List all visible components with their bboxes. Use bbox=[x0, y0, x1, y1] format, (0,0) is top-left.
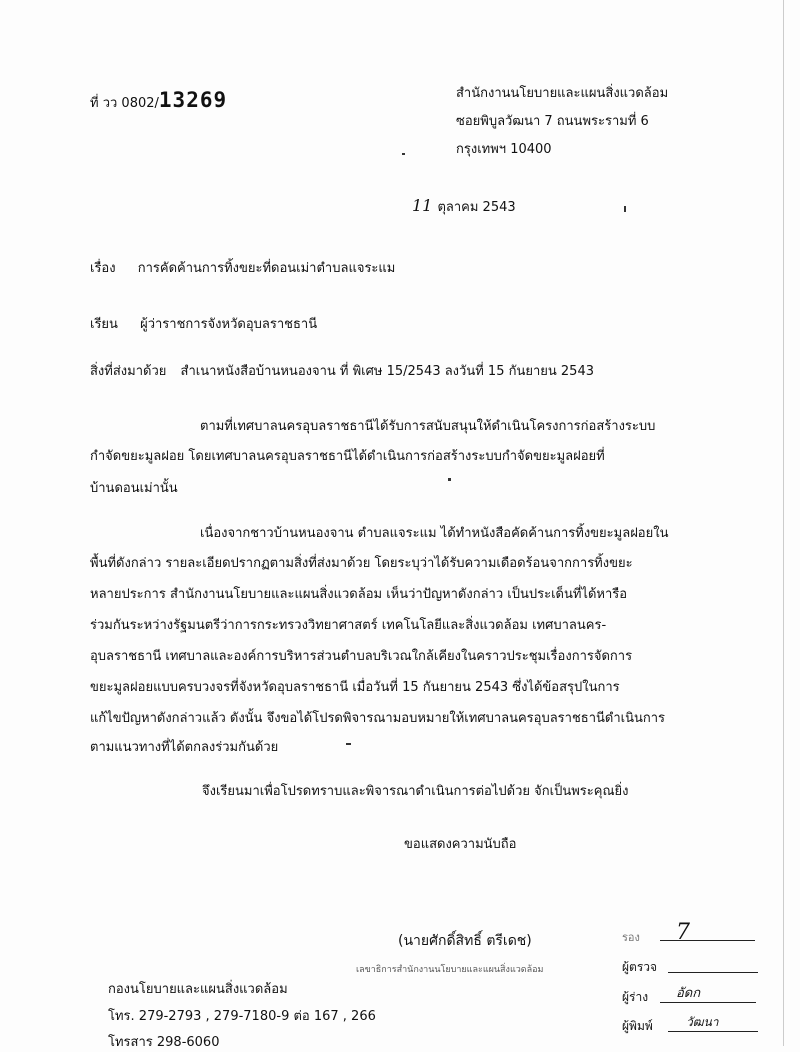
date-day: 11 bbox=[412, 196, 433, 215]
signer-name: (นายศักดิ์สิทธิ์ ตรีเดช) bbox=[398, 933, 532, 949]
reference-serial: 13269 bbox=[158, 88, 228, 112]
office-phone: โทร. 279-2793 , 279-7180-9 ต่อ 167 , 266 bbox=[108, 1009, 376, 1024]
office-division: กองนโยบายและแผนสิ่งแวดล้อม bbox=[108, 982, 288, 997]
enclosure-line bbox=[90, 360, 594, 381]
subject-text: การคัดค้านการทิ้งขยะที่ดอนเม่าตำบลแจระแม bbox=[137, 261, 396, 276]
signer-position: เลขาธิการสำนักงานนโยบายและแผนสิ่งแวดล้อม bbox=[356, 965, 544, 975]
routing-rule-3 bbox=[660, 1002, 756, 1003]
paragraph-1-line-1: ตามที่เทศบาลนครอุบลราชธานีได้รับการสนับสนุนให้ดำเนินโครงการก่อสร้างระบบ bbox=[200, 419, 656, 434]
scan-speck bbox=[402, 153, 405, 155]
routing-initials-1: 7 bbox=[676, 920, 690, 945]
letter-date bbox=[412, 196, 516, 217]
routing-label-3: ผู้ร่าง bbox=[622, 990, 649, 1004]
sender-address-line-2: ซอยพิบูลวัฒนา 7 ถนนพระรามที่ 6 bbox=[456, 114, 649, 129]
salutation: ขอแสดงความนับถือ bbox=[404, 837, 517, 852]
reference-prefix: ที่ วว 0802/ bbox=[90, 96, 159, 111]
paragraph-2-line-2: พื้นที่ดังกล่าว รายละเอียดปรากฏตามสิ่งที่ส่งมาด้วย โดยระบุว่าได้รับความเดือดร้อนจากการทิ้งขยะ bbox=[90, 556, 633, 571]
subject-line bbox=[90, 257, 395, 278]
routing-initials-4: วัฒนา bbox=[686, 1015, 719, 1029]
subject-label: เรื่อง bbox=[90, 261, 116, 276]
paragraph-2-line-3: หลายประการ สำนักงานนโยบายและแผนสิ่งแวดล้อม เห็นว่าปัญหาดังกล่าว เป็นประเด็นที่ได้หารือ bbox=[90, 587, 628, 602]
sender-address-line-3: กรุงเทพฯ 10400 bbox=[456, 142, 552, 157]
paragraph-1-line-3: บ้านดอนเม่านั้น bbox=[90, 481, 178, 496]
enclosure-label: สิ่งที่ส่งมาด้วย bbox=[90, 364, 167, 379]
scan-edge bbox=[783, 0, 784, 1046]
routing-rule-1 bbox=[660, 940, 755, 941]
recipient-text: ผู้ว่าราชการจังหวัดอุบลราชธานี bbox=[140, 317, 318, 332]
routing-label-1: รอง bbox=[622, 931, 640, 944]
recipient-line bbox=[90, 313, 317, 334]
date-month-year: ตุลาคม 2543 bbox=[437, 200, 516, 215]
paragraph-2-line-6: ขยะมูลฝอยแบบครบวงจรที่จังหวัดอุบลราชธานี เมื่อวันที่ 15 กันยายน 2543 ซึ่งได้ข้อสรุปในการ bbox=[90, 680, 620, 695]
recipient-label: เรียน bbox=[90, 317, 118, 332]
paragraph-1-line-2: กำจัดขยะมูลฝอย โดยเทศบาลนครอุบลราชธานีได้ดำเนินการก่อสร้างระบบกำจัดขยะมูลฝอยที่ bbox=[90, 449, 605, 464]
paragraph-2-line-5: อุบลราชธานี เทศบาลและองค์การบริหารส่วนตำบลบริเวณใกล้เคียงในคราวประชุมเรื่องการจัดการ bbox=[90, 649, 633, 664]
paragraph-2-line-7: แก้ไขปัญหาดังกล่าวแล้ว ดังนั้น จึงขอได้โปรดพิจารณามอบหมายให้เทศบาลนครอุบลราชธานีดำเนินการ bbox=[90, 711, 666, 726]
scan-speck bbox=[624, 206, 626, 212]
scan-speck bbox=[346, 743, 351, 745]
paragraph-2-line-4: ร่วมกันระหว่างรัฐมนตรีว่าการกระทรวงวิทยาศาสตร์ เทคโนโลยีและสิ่งแวดล้อม เทศบาลนคร- bbox=[90, 618, 607, 633]
closing-request: จึงเรียนมาเพื่อโปรดทราบและพิจารณาดำเนินการต่อไปด้วย จักเป็นพระคุณยิ่ง bbox=[202, 784, 629, 799]
paragraph-2-line-8: ตามแนวทางที่ได้ตกลงร่วมกันด้วย bbox=[90, 740, 279, 755]
routing-label-4: ผู้พิมพ์ bbox=[622, 1019, 653, 1033]
reference-number bbox=[90, 88, 227, 113]
routing-initials-3: อัดก bbox=[676, 986, 701, 1001]
office-fax: โทรสาร 298-6060 bbox=[108, 1035, 220, 1050]
routing-label-2: ผู้ตรวจ bbox=[622, 960, 658, 974]
paragraph-2-line-1: เนื่องจากชาวบ้านหนองจาน ตำบลแจระแม ได้ทำหนังสือคัดค้านการทิ้งขยะมูลฝอยใน bbox=[200, 526, 669, 541]
routing-rule-4 bbox=[668, 1031, 758, 1032]
enclosure-text: สำเนาหนังสือบ้านหนองจาน ที่ พิเศษ 15/2543 ลงวันที่ 15 กันยายน 2543 bbox=[180, 364, 594, 379]
routing-rule-2 bbox=[668, 972, 758, 973]
scan-speck bbox=[448, 478, 451, 481]
sender-address-line-1: สำนักงานนโยบายและแผนสิ่งแวดล้อม bbox=[456, 86, 669, 101]
